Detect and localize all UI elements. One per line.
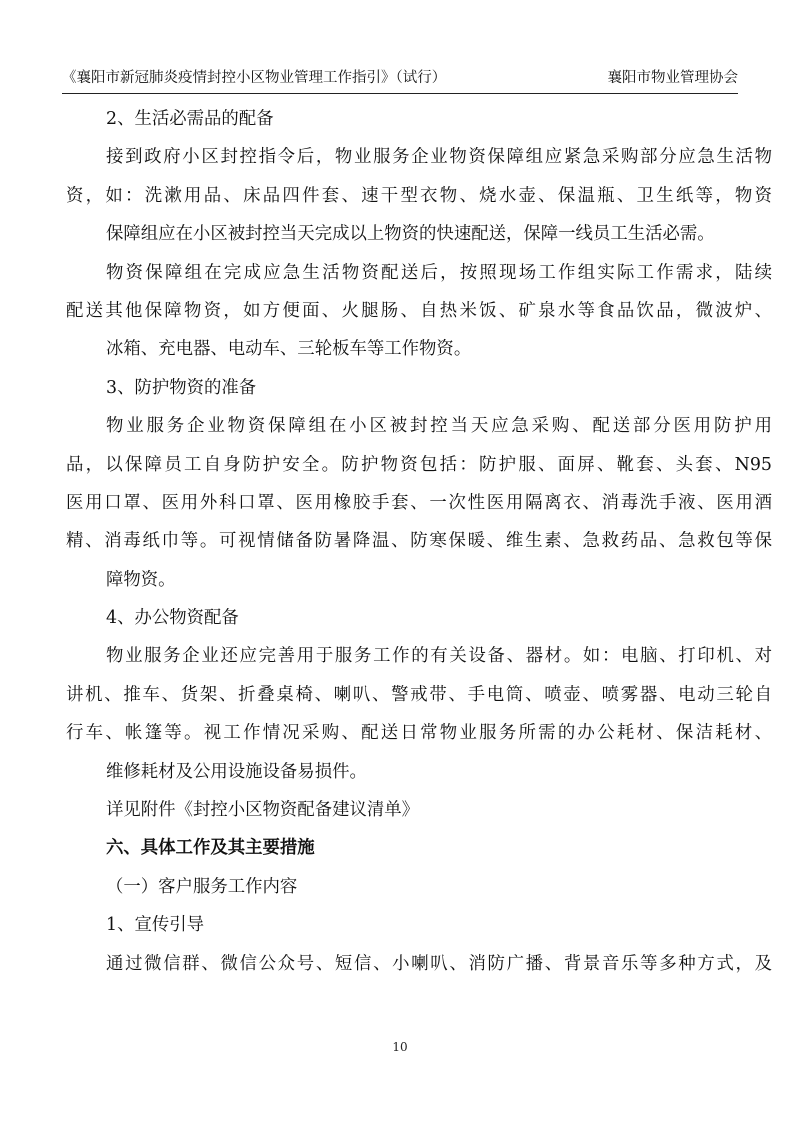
text-line: （一）客户服务工作内容: [106, 876, 298, 897]
page-number: 10: [392, 1040, 408, 1054]
text-line: 障物资。: [106, 569, 176, 590]
header-rule: [62, 93, 738, 94]
text-line: 通过微信群、微信公众号、短信、小喇叭、消防广播、背景音乐等多种方式，及: [106, 953, 772, 974]
text-line: 维修耗材及公用设施设备易损件。: [106, 761, 367, 782]
text-line: 物业服务企业还应完善用于服务工作的有关设备、器材。如：电脑、打印机、对: [106, 646, 772, 667]
text-line: 配送其他保障物资，如方便面、火腿肠、自热米饭、矿泉水等食品饮品，微波炉、: [66, 300, 772, 321]
text-line: 六、具体工作及其主要措施: [106, 838, 315, 859]
text-line: 品，以保障员工自身防护安全。防护物资包括：防护服、面屏、靴套、头套、N95: [66, 454, 772, 475]
text-line: 保障组应在小区被封控当天完成以上物资的快速配送，保障一线员工生活必需。: [106, 224, 715, 245]
text-line: 2、生活必需品的配备: [106, 109, 274, 129]
header-org: 襄阳市物业管理协会: [607, 70, 738, 86]
text-line: 3、防护物资的准备: [106, 377, 257, 398]
text-line: 物业服务企业物资保障组在小区被封控当天应急采购、配送部分医用防护用: [106, 416, 772, 437]
text-line: 物资保障组在完成应急生活物资配送后，按照现场工作组实际工作需求，陆续: [106, 262, 772, 283]
text-line: 精、消毒纸巾等。可视情储备防暑降温、防寒保暖、维生素、急救药品、急救包等保: [66, 531, 772, 552]
text-line: 1、宣传引导: [106, 915, 205, 936]
text-line: 行车、帐篷等。视工作情况采购、配送日常物业服务所需的办公耗材、保洁耗材、: [66, 723, 772, 744]
text-line: 4、办公物资配备: [106, 608, 239, 629]
page-header: [62, 66, 738, 90]
text-line: 冰箱、充电器、电动车、三轮板车等工作物资。: [106, 339, 472, 360]
text-line: 详见附件《封控小区物资配备建议清单》: [106, 800, 420, 821]
header-title: 《襄阳市新冠肺炎疫情封控小区物业管理工作指引》（试行）: [62, 70, 447, 86]
document-body: [66, 100, 772, 983]
text-line: 医用口罩、医用外科口罩、医用橡胶手套、一次性医用隔离衣、消毒洗手液、医用酒: [66, 492, 772, 513]
text-line: 接到政府小区封控指令后，物业服务企业物资保障组应紧急采购部分应急生活物: [106, 147, 772, 168]
text-line: 讲机、推车、货架、折叠桌椅、喇叭、警戒带、手电筒、喷壶、喷雾器、电动三轮自: [66, 684, 772, 705]
text-line: 资，如：洗漱用品、床品四件套、速干型衣物、烧水壶、保温瓶、卫生纸等，物资: [66, 185, 772, 206]
